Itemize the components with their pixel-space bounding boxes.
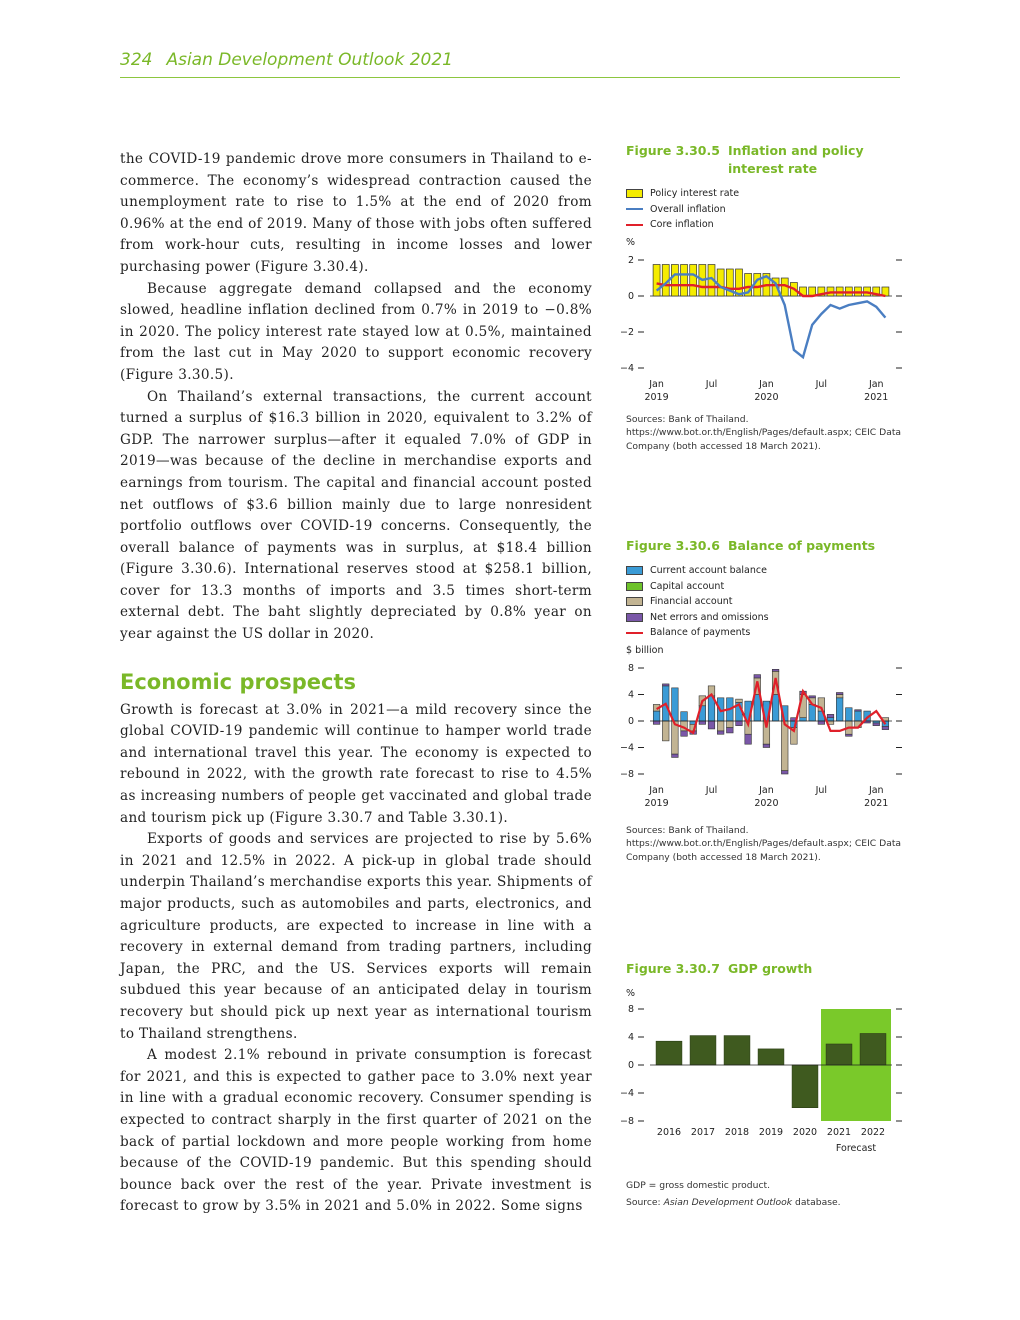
paragraph: On Thailand’s external transactions, the current account turned a surplus of $16.3 billion in 2020, equivalent to 3.2% of GDP. The narrower surplus—after it equaled 7.0% of GDP in 2019—was because of the decline in merchandise exports and earnings from tourism. The capital and financial account posted net outflows of $3.6 billion mainly due to large nonresident portfolio outflows over COVID-19 concerns. Consequently, the overall balance of payments was in surplus, at $18.4 billion (Figure 3.30.6). International reserves stood at $258.1 billion, cover for 13.3 months of imports and 3.5 times short-term external debt. The baht slightly depreciated by 0.8% year on year against the US dollar in 2020. (120, 388, 592, 643)
paragraph: Because aggregate demand collapsed and the economy slowed, headline inflation declined from 0.7% in 2019 to −0.8% in 2020. The policy interest rate stayed low at 0.5%, maintained from the last cut in May 2020 to support economic recovery (Figure 3.30.5). (120, 280, 592, 383)
x-tick-year: 2019 (644, 391, 669, 403)
gdp-bar (724, 1036, 750, 1065)
x-tick-label: Jul (815, 378, 828, 390)
net-errors-bar (736, 721, 743, 726)
financial-account-bar (662, 721, 669, 741)
gdp-chart (619, 999, 906, 1167)
net-errors-bar (882, 726, 889, 729)
unit-label: % (626, 988, 636, 999)
legend-line (626, 224, 643, 226)
paragraph: Exports of goods and services are projected to rise by 5.6% in 2021 and 12.5% in 2022. A pick-up in global trade should underpin Thailand’s merchandise exports this year. Shipments of major products, such as automobiles and parts, electronics, and agriculture products, are expected to increase in line with a recovery in external demand from trading partners, including Japan, the PRC, and the US. Services exports will remain subdued this year because of an anticipated delay in tourism recovery but should pick up next year as international tourism to Thailand strengthens. (120, 831, 592, 1042)
gdp-bar (656, 1041, 682, 1065)
y-tick-label: −8 (619, 768, 634, 780)
legend-label: Policy interest rate (650, 188, 740, 199)
forecast-label: Forecast (835, 1143, 877, 1154)
net-errors-bar (662, 683, 669, 685)
policy-rate-bar (690, 264, 697, 296)
legend-label: Financial account (650, 596, 733, 607)
current-account-bar (800, 717, 807, 720)
paragraph: Growth is forecast at 3.0% in 2021—a mild recovery since the global COVID-19 pandemic will continue to hamper world trade and international travel this year. The economy is expected to rebound in 2022, with the growth rate forecast to rise to 4.5% as increasing numbers of people get vaccinated and global trade and tourism pick up (Figure 3.30.7 and Table 3.30.1). (120, 701, 592, 826)
financial-account-bar (781, 721, 788, 771)
figure-number: Figure 3.30.6 (626, 538, 720, 553)
x-tick-label: 2020 (792, 1127, 818, 1138)
policy-rate-bar (653, 264, 660, 296)
x-tick-label: Jan (868, 784, 884, 796)
legend-label: Current account balance (650, 565, 767, 576)
x-tick-label: 2021 (826, 1127, 852, 1138)
y-tick-label: −4 (619, 362, 634, 374)
paragraph: A modest 2.1% rebound in private consumption is forecast for 2021, and this is expected to gather pace to 3.0% next year in line with a gradual economic recovery. Consumer spending is expected to contract sharply in the first quarter of 2021 on the back of partial lockdown and more people working from home because of the COVID-19 pandemic. But this spending should bounce back over the rest of the year. Private investment is forecast to grow by 3.5% in 2021 and 5.0% in 2022. Some signs (120, 1047, 592, 1215)
y-tick-label: −8 (619, 1116, 634, 1127)
y-tick-label: −2 (619, 326, 634, 338)
figure-title: GDP growth (727, 961, 813, 976)
legend-item (626, 610, 906, 626)
y-tick-label: −4 (619, 1088, 634, 1099)
legend-item (626, 625, 906, 641)
source-prefix: Source: (626, 1196, 664, 1208)
x-tick-year: 2021 (864, 797, 889, 809)
legend-swatch (626, 582, 643, 591)
x-tick-label: Jul (815, 784, 828, 796)
figure-inflation (619, 142, 906, 453)
net-errors-bar (781, 770, 788, 773)
figure-source: Sources: Bank of Thailand. https://www.bot.or.th/English/Pages/default.aspx; CEIC Data Company (both accessed 18 March 2021). (626, 413, 902, 452)
financial-account-bar (717, 721, 724, 731)
x-tick-label: Jan (759, 378, 774, 390)
net-errors-bar (855, 709, 862, 710)
net-errors-bar (846, 734, 853, 736)
legend-label: Capital account (650, 580, 725, 592)
inflation-chart (619, 248, 906, 403)
y-tick-label: 0 (627, 1060, 634, 1071)
x-tick-year: 2020 (754, 391, 779, 403)
net-errors-bar (772, 669, 779, 671)
figure-number: Figure 3.30.7 (626, 961, 720, 976)
net-errors-bar (818, 721, 825, 724)
y-tick-label: 8 (627, 1004, 634, 1015)
book-title: Asian Development Outlook 2021 (166, 50, 453, 70)
current-account-bar (681, 711, 688, 720)
legend-item (626, 186, 906, 202)
figure-title: Inflation and policy interest rate (727, 143, 864, 176)
figure-number: Figure 3.30.5 (626, 143, 720, 158)
net-errors-bar (672, 754, 679, 757)
paragraph: the COVID-19 pandemic drove more consumers in Thailand to e-commerce. The economy’s widespread contraction caused the unemployment rate to rise to 1.5% at the end of 2020 from 0.96% at the end of 2019. Many of those with jobs often suffered from work-hour cuts, resulting in income losses and lower purchasing power (Figure 3.30.4). (120, 151, 592, 275)
net-errors-bar (763, 744, 770, 747)
legend-label: Core inflation (650, 219, 714, 230)
current-account-bar (672, 687, 679, 720)
policy-rate-bar (681, 264, 688, 296)
section-heading: Economic prospects (120, 669, 357, 694)
y-tick-label: −4 (619, 742, 634, 753)
y-tick-label: 4 (627, 689, 634, 700)
x-tick-year: 2019 (644, 797, 669, 809)
legend-label: Overall inflation (650, 203, 726, 215)
current-account-bar (846, 707, 853, 720)
y-tick-label: 0 (627, 290, 634, 302)
x-tick-label: Jul (705, 784, 718, 796)
x-tick-label: 2019 (758, 1127, 784, 1138)
figure-gdp-growth (619, 960, 906, 1209)
x-tick-label: 2016 (656, 1127, 682, 1138)
unit-label: % (626, 236, 636, 248)
x-tick-label: Jan (759, 784, 774, 796)
bop-chart (619, 656, 906, 814)
figure-source (626, 1196, 906, 1210)
gdp-bar (690, 1036, 716, 1065)
net-errors-bar (873, 722, 880, 725)
current-account-bar (855, 711, 862, 721)
y-tick-label: 8 (627, 662, 634, 674)
legend-label: Balance of payments (650, 627, 751, 638)
body-text (120, 149, 592, 1218)
net-errors-bar (699, 721, 706, 724)
legend-swatch (626, 566, 643, 575)
x-tick-label: Jan (649, 378, 664, 390)
x-tick-label: 2022 (860, 1127, 886, 1138)
legend-label: Net errors and omissions (650, 611, 769, 623)
gdp-bar (860, 1034, 886, 1066)
net-errors-bar (836, 692, 843, 694)
x-tick-label: Jan (868, 378, 884, 390)
net-errors-bar (681, 730, 688, 735)
current-account-bar (827, 717, 834, 720)
legend (626, 186, 906, 233)
legend-item (626, 594, 906, 610)
legend-line (626, 208, 643, 210)
x-tick-label: 2018 (724, 1127, 750, 1138)
net-errors-bar (827, 714, 834, 717)
x-tick-label: Jul (705, 378, 718, 390)
legend-item (626, 202, 906, 218)
current-account-bar (809, 704, 816, 721)
net-errors-bar (717, 730, 724, 733)
legend-swatch (626, 597, 643, 606)
x-tick-label: 2017 (690, 1127, 716, 1138)
figure-balance-of-payments (619, 537, 906, 864)
financial-account-bar (836, 694, 843, 697)
legend-swatch (626, 613, 643, 622)
legend-item (626, 217, 906, 233)
legend-line (626, 632, 643, 634)
source-suffix: database. (792, 1196, 841, 1208)
x-tick-year: 2020 (754, 797, 779, 809)
x-tick-year: 2021 (864, 391, 889, 403)
net-errors-bar (708, 721, 715, 729)
x-tick-label: Jan (649, 784, 664, 796)
current-account-bar (836, 697, 843, 720)
unit-label: $ billion (626, 644, 664, 656)
net-errors-bar (727, 727, 734, 732)
gdp-bar (792, 1065, 818, 1108)
legend-item (626, 579, 906, 595)
legend-item (626, 563, 906, 579)
financial-account-bar (736, 699, 743, 702)
gdp-bar (758, 1049, 784, 1065)
net-errors-bar (754, 674, 761, 677)
y-tick-label: 4 (627, 1032, 634, 1043)
figure-title: Balance of payments (727, 538, 876, 553)
y-tick-label: 0 (627, 715, 634, 727)
policy-rate-bar (671, 264, 678, 296)
legend-swatch (626, 189, 643, 198)
financial-account-bar (727, 721, 734, 728)
source-title: Asian Development Outlook (663, 1196, 793, 1208)
net-errors-bar (745, 734, 752, 744)
current-account-bar (772, 694, 779, 721)
net-errors-bar (809, 695, 816, 697)
legend (626, 563, 906, 641)
figure-source: Sources: Bank of Thailand. https://www.bot.or.th/English/Pages/default.aspx; CEIC Data Company (both accessed 18 March 2021). (626, 824, 902, 863)
page-number: 324 (120, 50, 153, 70)
figure-note: GDP = gross domestic product. (626, 1180, 771, 1191)
current-account-bar (653, 711, 660, 721)
running-header (120, 50, 900, 78)
net-errors-bar (653, 721, 660, 724)
policy-rate-bar (717, 269, 724, 296)
y-tick-label: 2 (627, 254, 634, 266)
gdp-bar (826, 1044, 852, 1065)
